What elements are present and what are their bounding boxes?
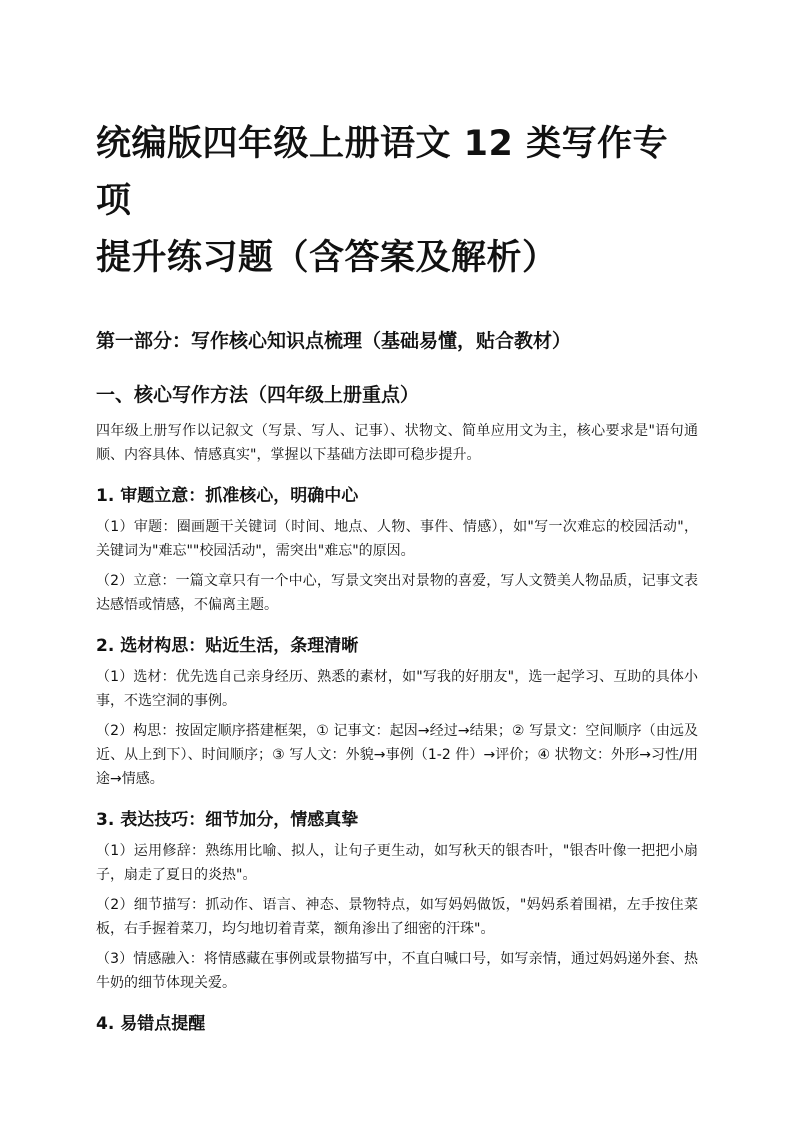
list-item: （1）运用修辞：熟练用比喻、拟人，让句子更生动，如写秋天的银杏叶，"银杏叶像一把把小扇子，扇走了夏日的炎热"。 [96,843,698,883]
list-item: （1）审题：圈画题干关键词（时间、地点、人物、事件、情感），如"写一次难忘的校园活动"，关键词为"难忘""校园活动"，需突出"难忘"的原因。 [96,519,698,559]
subsection-heading-1: 1. 审题立意：抓准核心，明确中心 [96,486,359,506]
subsection-heading-2: 2. 选材构思：贴近生活，条理清晰 [96,636,359,656]
part-heading: 第一部分：写作核心知识点梳理（基础易懂，贴合教材） [96,330,572,352]
subsection-heading-3: 3. 表达技巧：细节加分，情感真挚 [96,810,359,830]
section-heading: 一、核心写作方法（四年级上册重点） [96,384,420,406]
document-title [96,116,698,287]
list-item: （2）细节描写：抓动作、语言、神态、景物特点，如写妈妈做饭，"妈妈系着围裙，左手按住菜板，右手握着菜刀，均匀地切着青菜，额角渗出了细密的汗珠"。 [96,897,698,937]
list-item: （2）构思：按固定顺序搭建框架，① 记事文：起因→经过→结果；② 写景文：空间顺序（由远及近、从上到下）、时间顺序；③ 写人文：外貌→事例（1-2 件）→评价；④ 状物文：外形→习性/用途→情感。 [96,723,698,787]
list-item: （1）选材：优先选自己亲身经历、熟悉的素材，如"写我的好朋友"，选一起学习、互助的具体小事，不选空洞的事例。 [96,669,698,709]
section-intro: 四年级上册写作以记叙文（写景、写人、记事）、状物文、简单应用文为主，核心要求是"语句通顺、内容具体、情感真实"，掌握以下基础方法即可稳步提升。 [96,423,698,463]
title-line-2: 提升练习题（含答案及解析） [96,238,558,278]
subsection-heading-4: 4. 易错点提醒 [96,1014,206,1034]
title-line-1: 统编版四年级上册语文 12 类写作专项 [96,124,669,221]
list-item: （3）情感融入：将情感藏在事例或景物描写中，不直白喊口号，如写亲情，通过妈妈递外套、热牛奶的细节体现关爱。 [96,951,698,991]
list-item: （2）立意：一篇文章只有一个中心，写景文突出对景物的喜爱，写人文赞美人物品质，记事文表达感悟或情感，不偏离主题。 [96,573,698,613]
